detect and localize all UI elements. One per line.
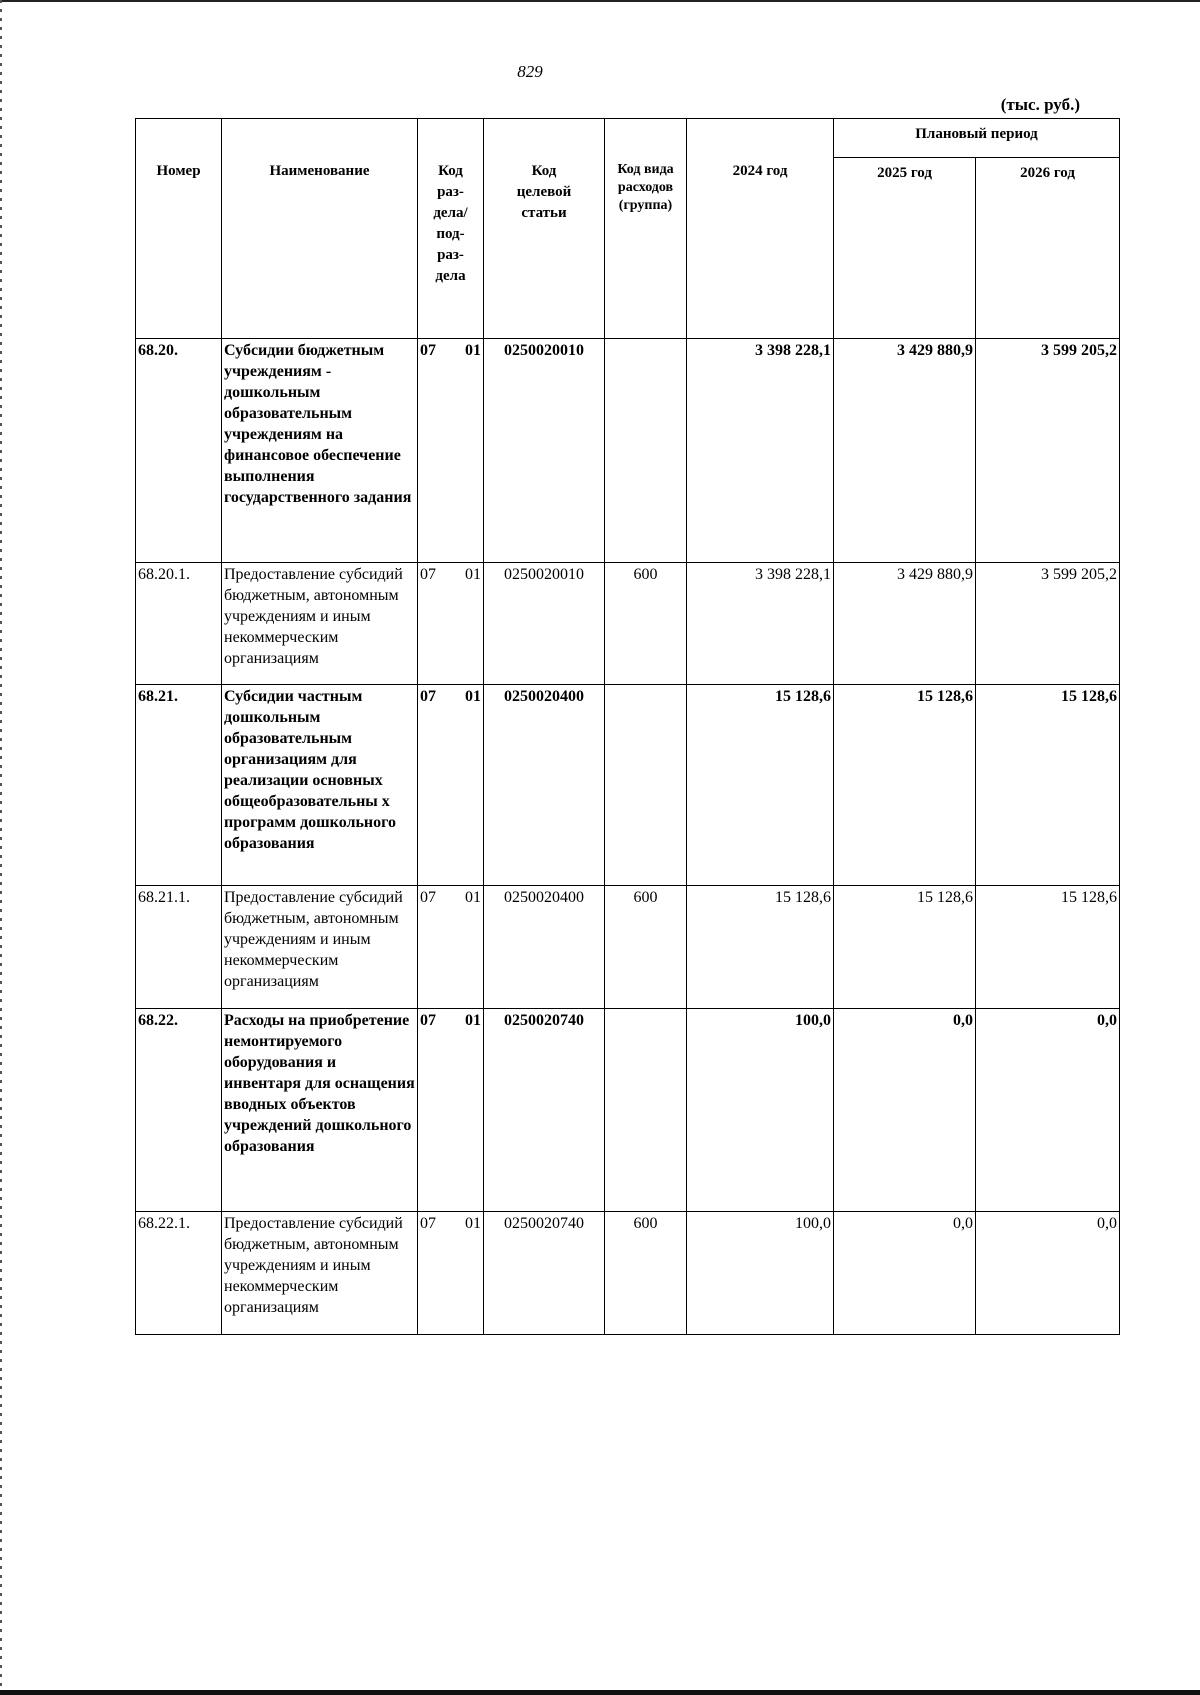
row-amount-2024: 100,0: [687, 1212, 834, 1335]
row-number: 68.20.: [136, 339, 222, 563]
table-row: [136, 1212, 1120, 1335]
row-target-code: 0250020010: [484, 563, 605, 685]
row-name: Субсидии бюджетным учреждениям - дошкольным образовательным учреждениям на финансовое обеспечение выполнения государственного задания: [222, 339, 418, 563]
row-amount-2025: 15 128,6: [834, 886, 976, 1009]
row-target-code: 0250020010: [484, 339, 605, 563]
row-number: 68.20.1.: [136, 563, 222, 685]
row-subsection: 01: [465, 688, 481, 705]
row-amount-2024: 15 128,6: [687, 685, 834, 886]
row-amount-2025: 3 429 880,9: [834, 563, 976, 685]
row-amount-2026: 15 128,6: [976, 685, 1120, 886]
scan-edge-marks: [0, 0, 2, 1695]
row-expense-type: 600: [605, 563, 687, 685]
row-section-code: [418, 563, 484, 685]
row-section: 07: [420, 342, 436, 359]
header-section-code-lines: Код раз- дела/ под- раз- дела: [433, 163, 468, 284]
row-number: 68.22.1.: [136, 1212, 222, 1335]
row-amount-2025: 0,0: [834, 1009, 976, 1212]
row-section-code: [418, 685, 484, 886]
units-label: (тыс. руб.): [1000, 95, 1080, 114]
header-expense-type: Код вида расходов (группа): [605, 119, 687, 339]
row-target-code: 0250020740: [484, 1009, 605, 1212]
table-row: [136, 685, 1120, 886]
table-header: [136, 119, 1120, 339]
budget-table: [135, 118, 1120, 1335]
row-name: Предоставление субсидий бюджетным, автономным учреждениям и иным некоммерческим организациям: [222, 1212, 418, 1335]
row-name: Субсидии частным дошкольным образовательным организациям для реализации основных общеобразовательны х программ дошкольного образования: [222, 685, 418, 886]
row-amount-2024: 15 128,6: [687, 886, 834, 1009]
page-number: 829: [517, 62, 543, 81]
row-amount-2026: 0,0: [976, 1212, 1120, 1335]
row-amount-2025: 0,0: [834, 1212, 976, 1335]
header-name: Наименование: [222, 119, 418, 339]
header-target-code: Код целевой статьи: [484, 119, 605, 339]
table-row: [136, 1009, 1120, 1212]
row-subsection: 01: [465, 1012, 481, 1029]
bottom-border-line: [0, 1690, 1200, 1695]
row-target-code: 0250020400: [484, 685, 605, 886]
row-section: 07: [420, 688, 436, 705]
row-expense-type: [605, 339, 687, 563]
row-name: Предоставление субсидий бюджетным, автономным учреждениям и иным некоммерческим организациям: [222, 563, 418, 685]
table-body: [136, 339, 1120, 1335]
header-planned-period: Плановый период: [834, 119, 1120, 158]
table-row: [136, 886, 1120, 1009]
top-border-line: [0, 0, 1200, 2]
row-section: 07: [420, 889, 436, 906]
row-subsection: 01: [465, 342, 481, 359]
row-section-code: [418, 886, 484, 1009]
row-amount-2026: 15 128,6: [976, 886, 1120, 1009]
row-section-code: [418, 339, 484, 563]
row-subsection: 01: [465, 566, 481, 583]
row-expense-type: [605, 685, 687, 886]
header-year-2025: 2025 год: [834, 158, 976, 339]
row-subsection: 01: [465, 1215, 481, 1232]
table-row: [136, 563, 1120, 685]
row-section-code: [418, 1212, 484, 1335]
row-section: 07: [420, 1012, 436, 1029]
row-number: 68.21.1.: [136, 886, 222, 1009]
row-name: Расходы на приобретение немонтируемого оборудования и инвентаря для оснащения вводных объектов учреждений дошкольного образования: [222, 1009, 418, 1212]
row-amount-2024: 3 398 228,1: [687, 339, 834, 563]
row-number: 68.21.: [136, 685, 222, 886]
row-amount-2025: 3 429 880,9: [834, 339, 976, 563]
row-amount-2025: 15 128,6: [834, 685, 976, 886]
row-amount-2026: 3 599 205,2: [976, 563, 1120, 685]
row-section: 07: [420, 566, 436, 583]
row-amount-2026: 0,0: [976, 1009, 1120, 1212]
row-expense-type: 600: [605, 886, 687, 1009]
row-target-code: 0250020740: [484, 1212, 605, 1335]
row-section-code: [418, 1009, 484, 1212]
header-number: Номер: [136, 119, 222, 339]
row-number: 68.22.: [136, 1009, 222, 1212]
row-subsection: 01: [465, 889, 481, 906]
header-year-2024: 2024 год: [687, 119, 834, 339]
row-amount-2024: 3 398 228,1: [687, 563, 834, 685]
row-amount-2024: 100,0: [687, 1009, 834, 1212]
table-row: [136, 339, 1120, 563]
row-expense-type: 600: [605, 1212, 687, 1335]
row-name: Предоставление субсидий бюджетным, автономным учреждениям и иным некоммерческим организациям: [222, 886, 418, 1009]
header-section-code: [418, 119, 484, 339]
row-expense-type: [605, 1009, 687, 1212]
row-target-code: 0250020400: [484, 886, 605, 1009]
row-section: 07: [420, 1215, 436, 1232]
header-year-2026: 2026 год: [976, 158, 1120, 339]
row-amount-2026: 3 599 205,2: [976, 339, 1120, 563]
